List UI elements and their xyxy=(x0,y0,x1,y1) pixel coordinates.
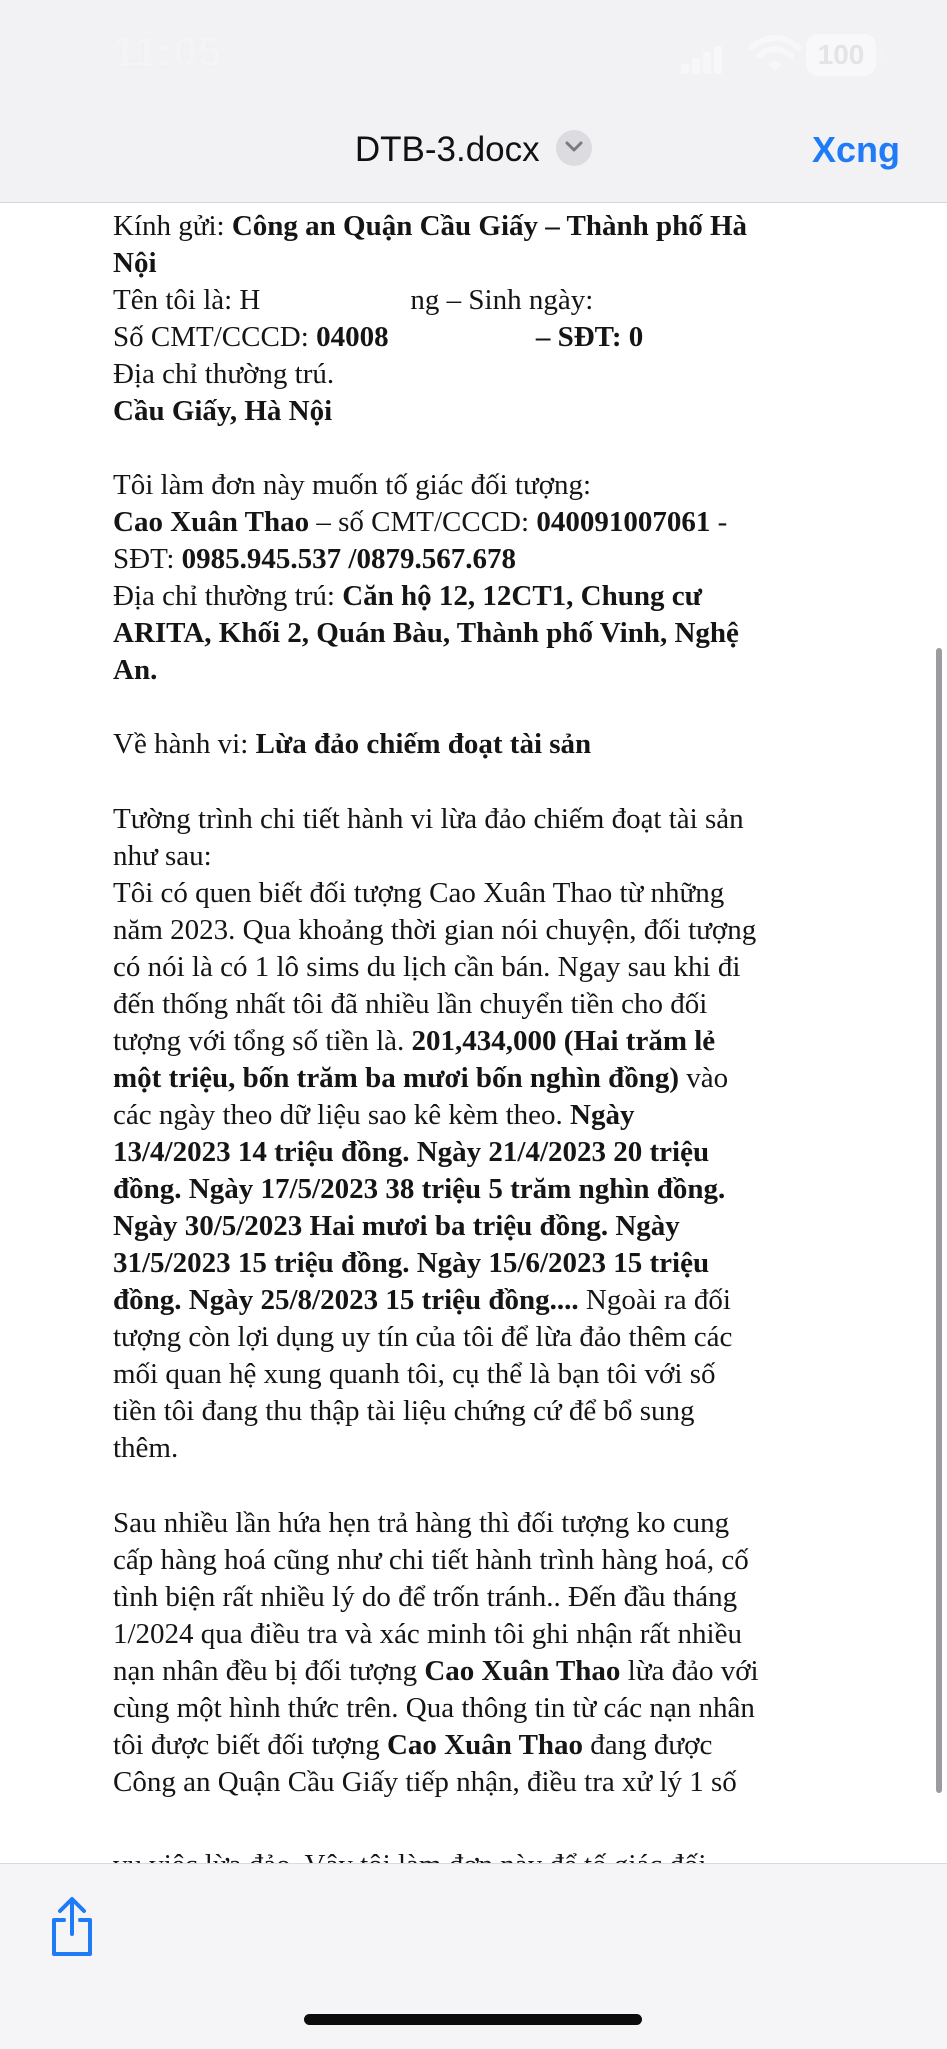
doc-line: Công an Quận Cầu Giấy tiếp nhận, điều tra xử lý 1 số xyxy=(113,1766,737,1798)
battery-indicator: 100 xyxy=(806,34,876,76)
doc-line: Kính gửi: Công an Quận Cầu Giấy – Thành phố Hà xyxy=(113,210,748,242)
bottom-toolbar xyxy=(0,1863,947,2049)
doc-line: 13/4/2023 14 triệu đồng. Ngày 21/4/2023 20 triệu xyxy=(113,1136,710,1168)
doc-line: tượng còn lợi dụng uy tín của tôi để lừa đảo thêm các xyxy=(113,1321,733,1353)
doc-line: năm 2023. Qua khoảng thời gian nói chuyện, đối tượng xyxy=(113,914,757,946)
status-bar xyxy=(0,0,947,110)
doc-line: 31/5/2023 15 triệu đồng. Ngày 15/6/2023 15 triệu xyxy=(113,1247,710,1279)
doc-line: có nói là có 1 lô sims du lịch cần bán. Ngay sau khi đi xyxy=(113,951,741,983)
doc-line: An. xyxy=(113,654,158,686)
done-button[interactable]: Xcng xyxy=(812,129,901,170)
doc-line: ARITA, Khối 2, Quán Bàu, Thành phố Vinh, Nghệ xyxy=(113,617,739,649)
doc-line: đến thống nhất tôi đã nhiều lần chuyển tiền cho đối xyxy=(113,988,708,1020)
scroll-indicator[interactable] xyxy=(936,648,942,1793)
doc-line: Nội xyxy=(113,247,157,279)
navigation-bar xyxy=(0,110,947,203)
doc-line: Về hành vi: Lừa đảo chiếm đoạt tài sản xyxy=(113,728,592,760)
doc-line: Tôi có quen biết đối tượng Cao Xuân Thao từ những xyxy=(113,877,725,909)
doc-line: thêm. xyxy=(113,1432,179,1464)
doc-line: 1/2024 qua điều tra và xác minh tôi ghi nhận rất nhiều xyxy=(113,1618,742,1650)
doc-line: mối quan hệ xung quanh tôi, cụ thể là bạn tôi với số xyxy=(113,1358,716,1390)
doc-line: tiền tôi đang thu thập tài liệu chứng cứ để bổ sung xyxy=(113,1395,695,1427)
redacted-block xyxy=(260,287,410,317)
document-title[interactable]: DTB-3.docx xyxy=(354,130,540,169)
doc-line: đồng. Ngày 25/8/2023 15 triệu đồng.... Ngoài ra đối xyxy=(113,1284,731,1316)
title-menu[interactable] xyxy=(0,130,947,170)
doc-line: nạn nhân đều bị đối tượng Cao Xuân Thao lừa đảo với xyxy=(113,1655,759,1687)
doc-line: tôi được biết đối tượng Cao Xuân Thao đang được xyxy=(113,1729,713,1761)
cellular-signal-icon xyxy=(681,44,725,74)
doc-line: Cầu Giấy, Hà Nội xyxy=(113,395,333,427)
status-time: 11:05 xyxy=(112,28,223,75)
doc-line: tình biện rất nhiều lý do để trốn tránh.. Đến đầu tháng xyxy=(113,1581,738,1613)
doc-line: Tên tôi là: H ng – Sinh ngày: xyxy=(113,284,594,316)
doc-line: đồng. Ngày 17/5/2023 38 triệu 5 trăm nghìn đồng. xyxy=(113,1173,726,1205)
doc-line: như sau: xyxy=(113,840,212,872)
doc-line: Tường trình chi tiết hành vi lừa đảo chiếm đoạt tài sản xyxy=(113,803,744,835)
doc-line: Số CMT/CCCD: 04008 – SĐT: 0 xyxy=(113,321,644,353)
battery-tip xyxy=(880,47,886,63)
chevron-down-icon[interactable] xyxy=(556,130,592,166)
redacted-block xyxy=(389,324,529,354)
doc-line: tượng với tổng số tiền là. 201,434,000 (Hai trăm lẻ xyxy=(113,1025,716,1057)
share-icon[interactable] xyxy=(48,1896,96,1958)
doc-line: Sau nhiều lần hứa hẹn trả hàng thì đối tượng ko cung xyxy=(113,1507,730,1539)
home-indicator[interactable] xyxy=(304,2014,642,2025)
doc-line: Ngày 30/5/2023 Hai mươi ba triệu đồng. Ngày xyxy=(113,1210,680,1242)
wifi-icon xyxy=(747,34,803,74)
doc-line: Địa chỉ thường trú: Căn hộ 12, 12CT1, Chung cư xyxy=(113,580,703,612)
document-viewer[interactable] xyxy=(0,203,947,1863)
doc-line: các ngày theo dữ liệu sao kê kèm theo. Ngày xyxy=(113,1099,635,1131)
doc-line: cùng một hình thức trên. Qua thông tin từ các nạn nhân xyxy=(113,1692,755,1724)
doc-line: một triệu, bốn trăm ba mươi bốn nghìn đồng) vào xyxy=(113,1062,729,1094)
doc-line: cấp hàng hoá cũng như chi tiết hành trình hàng hoá, cố xyxy=(113,1544,749,1576)
doc-line: Cao Xuân Thao – số CMT/CCCD: 040091007061 - xyxy=(113,506,728,538)
doc-line: Tôi làm đơn này muốn tố giác đối tượng: xyxy=(113,469,592,501)
doc-line: Địa chỉ thường trú. xyxy=(113,358,335,390)
doc-line: SĐT: 0985.945.537 /0879.567.678 xyxy=(113,543,516,575)
